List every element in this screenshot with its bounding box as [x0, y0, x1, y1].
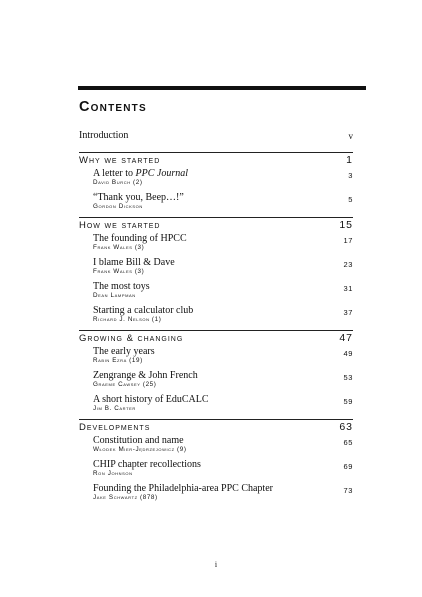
entry-page: 5	[348, 195, 353, 204]
header-rule	[78, 86, 366, 90]
toc-entry[interactable]	[79, 458, 353, 482]
entry-author: Jim B. Carter	[93, 405, 136, 412]
entry-author: Włodek Mier-Jędrzejowicz (9)	[93, 446, 187, 453]
toc-entry[interactable]	[79, 434, 353, 458]
entry-page: 59	[343, 397, 353, 406]
entry-page: 73	[343, 486, 353, 495]
section-page: 63	[339, 421, 353, 433]
entry-title-italic: PPC Journal	[135, 168, 188, 179]
entry-author: Frank Wales (3)	[93, 244, 145, 251]
entry-page: 49	[343, 349, 353, 358]
toc-entry[interactable]	[79, 369, 353, 393]
entry-author: Gordon Dickson	[93, 203, 143, 210]
entry-page: 65	[343, 438, 353, 447]
section-heading[interactable]	[79, 152, 353, 167]
toc-entry[interactable]	[79, 304, 353, 328]
introduction-page: v	[348, 131, 353, 141]
entry-page: 31	[343, 284, 353, 293]
entry-title: Starting a calculator club	[93, 305, 194, 316]
entry-title: The founding of HPCC	[93, 233, 187, 244]
entry-title: A short history of EduCALC	[93, 394, 209, 405]
section-label: Growing & changing	[79, 333, 184, 344]
entry-title: The early years	[93, 346, 155, 357]
entry-author: David Burch (2)	[93, 179, 143, 186]
table-of-contents	[79, 130, 353, 506]
entry-author: Jake Schwartz (878)	[93, 494, 158, 501]
entry-author: Ron Johnson	[93, 470, 133, 477]
entry-author: Frank Wales (3)	[93, 268, 145, 275]
entry-page: 3	[348, 171, 353, 180]
entry-author: Dean Lampman	[93, 292, 136, 299]
entry-title: I blame Bill & Dave	[93, 257, 175, 268]
toc-entry[interactable]	[79, 280, 353, 304]
section-page: 47	[339, 332, 353, 344]
toc-entry[interactable]	[79, 167, 353, 191]
entry-title: A letter to PPC Journal	[93, 168, 188, 179]
entry-title: CHIP chapter recollections	[93, 459, 201, 470]
section-label: Why we started	[79, 155, 161, 166]
entry-title: Founding the Philadelphia-area PPC Chapter	[93, 483, 273, 494]
section-heading[interactable]	[79, 330, 353, 345]
entry-title: Constitution and name	[93, 435, 184, 446]
entry-author: Richard J. Nelson (1)	[93, 316, 162, 323]
introduction-label: Introduction	[79, 130, 129, 141]
section-page: 1	[346, 154, 353, 166]
entry-page: 69	[343, 462, 353, 471]
entry-title: The most toys	[93, 281, 150, 292]
entry-title: Zengrange & John French	[93, 370, 198, 381]
section-label: Developments	[79, 422, 151, 433]
toc-entry[interactable]	[79, 232, 353, 256]
toc-entry[interactable]	[79, 191, 353, 215]
entry-author: Graeme Cawsey (25)	[93, 381, 157, 388]
toc-entry[interactable]	[79, 482, 353, 506]
page-number: i	[214, 560, 218, 569]
toc-introduction[interactable]	[79, 130, 353, 148]
section-label: How we started	[79, 220, 161, 231]
toc-entry[interactable]	[79, 393, 353, 417]
toc-entry[interactable]	[79, 256, 353, 280]
entry-author: Rabin Ezra (19)	[93, 357, 143, 364]
section-heading[interactable]	[79, 419, 353, 434]
entry-page: 23	[343, 260, 353, 269]
toc-entry[interactable]	[79, 345, 353, 369]
section-page: 15	[339, 219, 353, 231]
page-title: Contents	[79, 99, 147, 115]
entry-page: 53	[343, 373, 353, 382]
entry-title: “Thank you, Beep…!”	[93, 192, 184, 203]
section-heading[interactable]	[79, 217, 353, 232]
entry-page: 37	[343, 308, 353, 317]
entry-page: 17	[343, 236, 353, 245]
